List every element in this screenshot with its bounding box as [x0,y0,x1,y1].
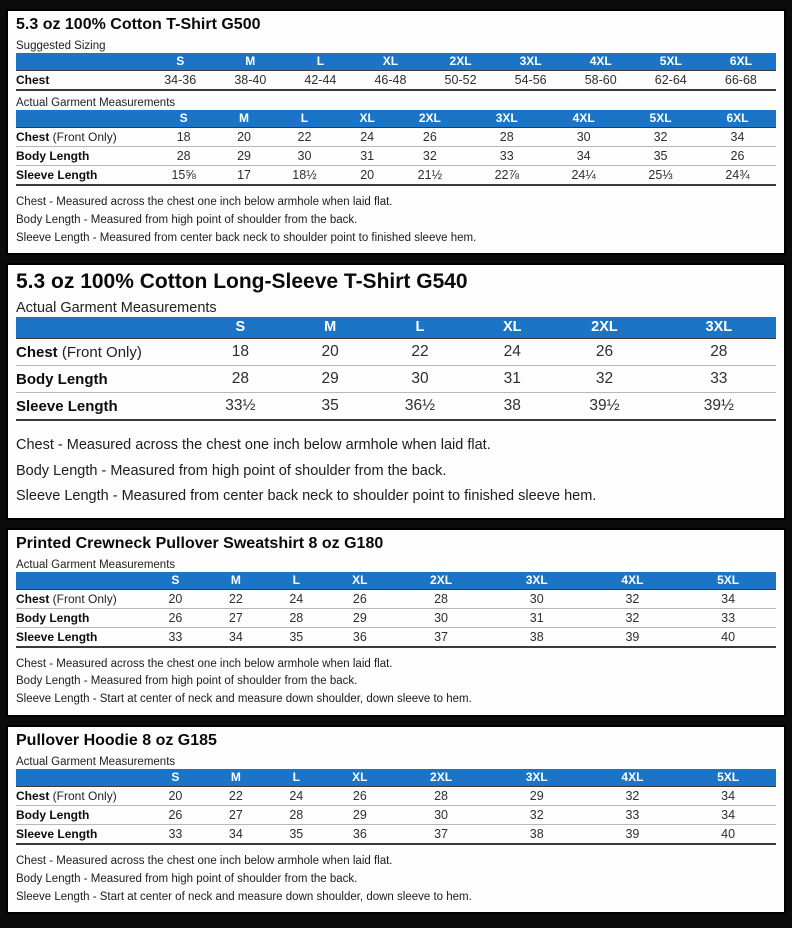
measurement-value: 20 [222,128,266,147]
measurement-value: 33 [585,806,681,825]
size-column-header: 5XL [680,769,776,787]
header-row [16,53,776,71]
size-column-header: 2XL [426,53,496,71]
row-label: Chest [16,73,50,87]
measurement-value: 38-40 [215,71,285,91]
measurement-value: 29 [297,366,362,393]
measurement-value: 32 [585,608,681,627]
measurement-value: 22⅞ [468,166,545,186]
measurement-value: 20 [343,166,391,186]
size-column-header: 2XL [393,572,489,590]
measurement-value: 24 [266,787,326,806]
measurement-value: 20 [145,589,205,608]
measurement-value: 58-60 [566,71,636,91]
size-chart-section [6,528,786,717]
measurement-value: 34 [699,128,776,147]
table-row [16,71,776,91]
table-label: Actual Garment Measurements [16,558,176,571]
size-column-header: 3XL [662,317,776,339]
size-table [16,317,776,421]
table-row [16,806,776,825]
table-row [16,366,776,393]
measurement-value: 27 [206,806,266,825]
row-label-suffix: (Front Only) [49,591,117,606]
footnote: Sleeve Length - Measured from center back neck to shoulder point to finished sleeve hem. [16,488,597,505]
measurement-value: 31 [489,608,585,627]
section-footnotes [16,194,776,249]
measurement-value: 29 [327,608,394,627]
table-row [16,589,776,608]
measurement-value: 31 [343,147,391,166]
footnote: Chest - Measured across the chest one inch below armhole when laid flat. [16,437,491,454]
measurement-value: 32 [585,787,681,806]
table-row [16,147,776,166]
row-label: Body Length [16,370,108,388]
size-column-header: 6XL [699,110,776,128]
size-chart-section [6,9,786,255]
size-table-header [16,769,776,787]
size-column-header: M [297,317,362,339]
table-row [16,825,776,845]
measurement-value: 46-48 [355,71,425,91]
measurement-value: 17 [222,166,266,186]
measurement-value: 36 [327,825,394,845]
row-label: Body Length [16,149,90,163]
size-table-header [16,53,776,71]
measurement-value: 22 [206,589,266,608]
measurement-value: 18½ [266,166,343,186]
header-corner-cell [16,53,145,71]
measurement-value: 24¾ [699,166,776,186]
row-label-suffix: (Front Only) [49,789,117,803]
size-column-header: 2XL [391,110,468,128]
size-column-header: S [145,53,215,71]
row-label-cell [16,366,183,393]
measurement-value: 37 [393,627,489,647]
measurement-value: 36½ [363,393,477,421]
size-column-header: L [363,317,477,339]
measurement-value: 24 [477,339,547,366]
measurement-value: 34 [545,147,622,166]
size-column-header: 5XL [622,110,699,128]
measurement-value: 22 [363,339,477,366]
row-label: Chest [16,591,50,606]
size-column-header: M [206,769,266,787]
size-column-header: M [222,110,266,128]
size-column-header: 4XL [545,110,622,128]
size-table-header [16,110,776,128]
size-column-header: L [266,110,343,128]
header-corner-cell [16,317,183,339]
size-column-header: 3XL [496,53,566,71]
size-chart-section [6,725,786,914]
size-column-header: S [145,110,222,128]
footnote: Sleeve Length - Start at center of neck and measure down shoulder, down sleeve to hem. [16,693,472,706]
size-column-header: 3XL [489,572,585,590]
size-column-header: L [285,53,355,71]
header-corner-cell [16,110,145,128]
measurement-value: 29 [222,147,266,166]
measurement-value: 26 [145,806,205,825]
footnote: Sleeve Length - Measured from center back neck to shoulder point to finished sleeve hem. [16,231,477,244]
measurement-value: 33 [145,825,205,845]
size-column-header: XL [477,317,547,339]
measurement-value: 36 [327,627,394,647]
measurement-value: 29 [327,806,394,825]
measurement-value: 35 [297,393,362,421]
measurement-value: 34 [206,825,266,845]
measurement-value: 40 [680,825,776,845]
measurement-value: 33 [145,627,205,647]
size-column-header: 2XL [547,317,661,339]
row-label: Body Length [16,610,90,625]
measurement-value: 28 [183,366,297,393]
measurement-value: 39 [585,825,681,845]
row-label-cell [16,71,145,91]
measurement-value: 33 [468,147,545,166]
section-title: 5.3 oz 100% Cotton T-Shirt G500 [16,16,261,33]
measurement-value: 30 [545,128,622,147]
size-column-header: XL [327,769,394,787]
header-row [16,110,776,128]
footnote: Body Length - Measured from high point of shoulder from the back. [16,462,447,479]
measurement-value: 66-68 [706,71,776,91]
row-label-cell [16,806,145,825]
measurement-value: 38 [477,393,547,421]
measurement-value: 32 [547,366,661,393]
section-footnotes [16,433,776,513]
row-label-cell [16,825,145,845]
size-table-body [16,339,776,421]
size-column-header: XL [355,53,425,71]
row-label-suffix: (Front Only) [49,130,117,144]
measurement-value: 50-52 [426,71,496,91]
size-column-header: 3XL [468,110,545,128]
size-chart-section [6,263,786,519]
measurement-value: 34 [680,806,776,825]
measurement-value: 26 [145,608,205,627]
measurement-value: 33 [662,366,776,393]
row-label: Chest [16,343,58,361]
row-label-cell [16,147,145,166]
size-column-header: 4XL [585,769,681,787]
row-label-cell [16,608,145,627]
header-row [16,317,776,339]
measurement-value: 30 [489,589,585,608]
measurement-value: 32 [489,806,585,825]
size-column-header: L [266,769,326,787]
row-label-cell [16,589,145,608]
measurement-value: 22 [206,787,266,806]
size-column-header: 3XL [489,769,585,787]
measurement-value: 25⅓ [622,166,699,186]
row-label: Chest [16,789,50,803]
measurement-value: 28 [266,806,326,825]
size-table-body [16,787,776,845]
row-label-cell [16,128,145,147]
row-label-suffix: (Front Only) [57,343,142,361]
measurement-value: 20 [297,339,362,366]
measurement-value: 22 [266,128,343,147]
size-column-header: M [206,572,266,590]
row-label: Chest [16,130,50,144]
footnote: Chest - Measured across the chest one inch below armhole when laid flat. [16,196,393,208]
measurement-value: 39½ [547,393,661,421]
measurement-value: 32 [585,589,681,608]
row-label-cell [16,393,183,421]
measurement-value: 42-44 [285,71,355,91]
row-label: Body Length [16,808,90,822]
size-table [16,110,776,186]
size-column-header: 2XL [393,769,489,787]
measurement-value: 26 [699,147,776,166]
measurement-value: 33½ [183,393,297,421]
measurement-value: 39½ [662,393,776,421]
measurement-value: 28 [145,147,222,166]
measurement-value: 28 [662,339,776,366]
header-corner-cell [16,572,145,590]
footnote: Sleeve Length - Start at center of neck and measure down shoulder, down sleeve to hem. [16,890,472,903]
measurement-value: 18 [145,128,222,147]
table-row [16,608,776,627]
header-corner-cell [16,769,145,787]
measurement-value: 15⅝ [145,166,222,186]
measurement-value: 26 [327,589,394,608]
section-title: Printed Crewneck Pullover Sweatshirt 8 oz G180 [16,534,384,552]
measurement-value: 32 [622,128,699,147]
footnote: Body Length - Measured from high point of shoulder from the back. [16,872,358,885]
measurement-value: 28 [393,589,489,608]
measurement-value: 30 [393,608,489,627]
size-table [16,572,776,648]
measurement-value: 38 [489,825,585,845]
table-row [16,166,776,186]
measurement-value: 62-64 [636,71,706,91]
row-label-cell [16,339,183,366]
section-title: 5.3 oz 100% Cotton Long-Sleeve T-Shirt G540 [16,270,468,294]
size-column-header: S [145,572,205,590]
measurement-value: 26 [547,339,661,366]
size-column-header: S [145,769,205,787]
measurement-value: 24 [343,128,391,147]
table-row [16,128,776,147]
measurement-value: 27 [206,608,266,627]
row-label: Sleeve Length [16,827,98,841]
measurement-value: 35 [266,825,326,845]
measurement-value: 28 [393,787,489,806]
size-table-header [16,572,776,590]
header-row [16,769,776,787]
row-label: Sleeve Length [16,397,118,415]
size-column-header: M [215,53,285,71]
size-table-body [16,71,776,91]
footnote: Chest - Measured across the chest one inch below armhole when laid flat. [16,855,393,867]
measurement-value: 37 [393,825,489,845]
measurement-value: 24 [266,589,326,608]
measurement-value: 54-56 [496,71,566,91]
measurement-value: 34 [680,787,776,806]
measurement-value: 28 [468,128,545,147]
measurement-value: 29 [489,787,585,806]
table-label: Actual Garment Measurements [16,97,176,109]
measurement-value: 34 [680,589,776,608]
measurement-value: 35 [622,147,699,166]
measurement-value: 34-36 [145,71,215,91]
measurement-value: 30 [266,147,343,166]
section-title: Pullover Hoodie 8 oz G185 [16,732,217,749]
size-column-header: 6XL [706,53,776,71]
section-footnotes [16,853,776,908]
size-column-header: 5XL [636,53,706,71]
table-row [16,627,776,647]
size-column-header: 4XL [566,53,636,71]
row-label: Sleeve Length [16,629,98,644]
measurement-value: 20 [145,787,205,806]
table-row [16,339,776,366]
measurement-value: 40 [680,627,776,647]
size-table-body [16,128,776,186]
size-table-header [16,317,776,339]
measurement-value: 30 [363,366,477,393]
size-column-header: XL [343,110,391,128]
measurement-value: 32 [391,147,468,166]
section-footnotes [16,656,776,711]
measurement-value: 26 [391,128,468,147]
measurement-value: 39 [585,627,681,647]
size-column-header: XL [327,572,394,590]
size-table [16,53,776,91]
size-table [16,769,776,845]
measurement-value: 26 [327,787,394,806]
header-row [16,572,776,590]
footnote: Body Length - Measured from high point of shoulder from the back. [16,675,358,688]
measurement-value: 35 [266,627,326,647]
size-column-header: L [266,572,326,590]
row-label-cell [16,166,145,186]
measurement-value: 21½ [391,166,468,186]
measurement-value: 24¼ [545,166,622,186]
measurement-value: 33 [680,608,776,627]
size-column-header: 4XL [585,572,681,590]
table-label: Suggested Sizing [16,40,106,52]
footnote: Chest - Measured across the chest one inch below armhole when laid flat. [16,657,393,670]
measurement-value: 30 [393,806,489,825]
size-column-header: S [183,317,297,339]
measurement-value: 28 [266,608,326,627]
measurement-value: 38 [489,627,585,647]
table-label: Actual Garment Measurements [16,756,176,768]
measurement-value: 31 [477,366,547,393]
footnote: Body Length - Measured from high point of shoulder from the back. [16,213,358,226]
row-label: Sleeve Length [16,168,98,182]
row-label-cell [16,627,145,647]
table-label: Actual Garment Measurements [16,300,217,317]
table-row [16,393,776,421]
size-column-header: 5XL [680,572,776,590]
measurement-value: 34 [206,627,266,647]
size-table-body [16,589,776,647]
measurement-value: 18 [183,339,297,366]
